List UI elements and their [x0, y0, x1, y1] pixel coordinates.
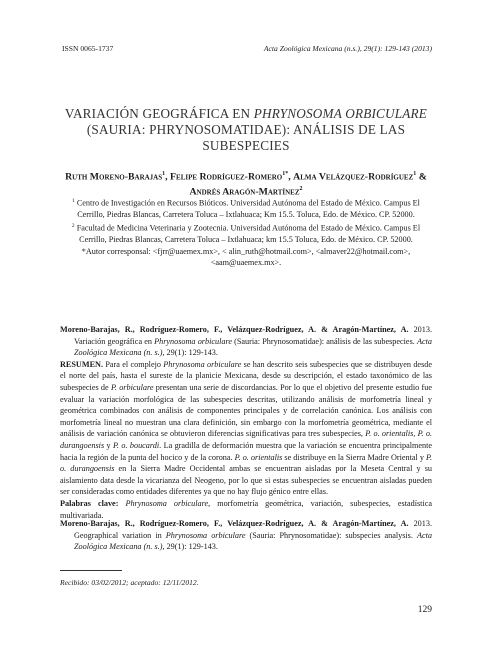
abstract — [60, 359, 432, 498]
abstract-text-3: presentan una serie de discordancias. Por lo que el objetivo del presente estudio fue evaluar la variación morfológica de las subespecies descritas, utilizando análisis de morfometría lineal y geométrica combinados con análisis de componentes principales y de correlación canónica. Los análisis con morfometría lineal no muestran una clara definición, sin embargo con la morfometría geométrica, mediante el análisis de variación canónica se obtuvieron diferencias significativas para tres subespecies, — [60, 382, 432, 439]
abstract-section — [60, 324, 432, 521]
affiliation-1-text: Centro de Investigación en Recursos Bióticos. Universidad Autónoma del Estado de México. Campus El Cerrillo, Piedras Blancas, Carretera Toluca – Ixtlahuaca; Km 15.5. Toluca, Edo. de México. CP. 52000. — [74, 198, 420, 220]
title-species: PHRYNOSOMA ORBICULARE — [253, 106, 428, 121]
citation-es-authors: Moreno-Barajas, R., Rodríguez-Romero, F., Velázquez-Rodríguez, A. & Aragón-Martínez, A. — [60, 325, 409, 334]
author-sep-1: , — [165, 171, 171, 183]
abstract-species-1: Phrynosoma orbiculare — [163, 359, 242, 369]
title-part-1: VARIACIÓN GEOGRÁFICA EN — [64, 106, 254, 121]
citation-en-journal: Acta Zoológica Mexicana (n. s.), — [74, 530, 432, 552]
abstract-text-2: se han descrito seis subespecies que se distribuyen desde el norte del país, hasta el sureste de la planicie Mexicana, desde su descripción, el estado taxonómico de las subespecies de — [60, 359, 432, 392]
citation-es-text-3: 29(1): 129-143. — [164, 348, 218, 358]
author-3-affil: 1 — [413, 171, 417, 177]
citation-es-text-2: (Sauria: Phrynosomatidae): análisis de las subespecies. — [231, 336, 417, 346]
keywords-text: , morfometría geométrica, variación, subespecies, estadística multivariada. — [60, 498, 432, 520]
abstract-text-1: Para el complejo — [103, 359, 164, 369]
citation-en-text-1: 2013. Geographical variation in — [74, 519, 432, 540]
author-3: Alma Velázquez-Rodríguez — [293, 171, 414, 183]
citation-es-journal: Acta Zoológica Mexicana (n. s.), — [74, 336, 432, 358]
citation-es-species: Phrynosoma orbiculare — [154, 336, 232, 346]
affiliation-2-number: 2 — [71, 222, 75, 229]
keywords-label: Palabras clave: — [60, 498, 119, 508]
abstract-text-4: y — [104, 440, 113, 450]
abstract-text-7: en la Sierra Madre Occidental ambas se encuentran aisladas por la Meseta Central y su aislamiento data desde la vicarianza del Neogeno, por lo que si estas subespecies se encuentran aisladas pueden ser consideradas como entidades diferentes ya que no hay flujo génico entre ellas. — [60, 464, 432, 497]
received-date: Recibido: 03/02/2012; aceptado: 12/11/2012. — [60, 578, 199, 587]
journal-reference: Acta Zoológica Mexicana (n.s.), 29(1): 129-143 (2013) — [263, 44, 432, 53]
footnote-divider — [60, 570, 122, 571]
author-1: Ruth Moreno-Barajas — [65, 171, 163, 183]
abstract-text-5: . La gradilla de deformación muestra que la variación se encuentra principalmente hacia la región de la punta del hocico y de la corona. — [60, 440, 432, 462]
citation-en-species: Phrynosoma orbiculare — [165, 530, 246, 540]
affiliation-1 — [60, 196, 432, 221]
citation-en-text-2: (Sauria: Phrynosomatidae): subspecies analysis. — [245, 530, 417, 540]
keywords-species: Phrynosoma orbiculare — [118, 498, 209, 508]
abstract-species-5: P. o. orientalis — [234, 452, 283, 462]
article-title — [60, 106, 432, 154]
author-sep-2: , — [288, 171, 294, 183]
affiliation-2 — [60, 221, 432, 246]
author-sep-3: & — [416, 171, 427, 183]
title-part-3: (SAURIA: PHRYNOSOMATIDAE): ANÁLISIS DE LAS SUBESPECIES — [86, 122, 406, 153]
author-4: Andrés Aragón-Martínez — [189, 186, 300, 198]
affiliations — [60, 196, 432, 269]
abstract-label: RESUMEN. — [60, 359, 103, 369]
abstract-species-4: P. o. boucardi — [112, 440, 160, 450]
abstract-species-3: P. o. orientalis, P. o. durangoensis — [60, 429, 432, 450]
correspondence: *Autor corresponsal: <fjrr@uaemex.mx>, < alin_ruth@hotmail.com>, <almaver22@hotmail.com>, <aam@uaemex.mx>. — [81, 246, 411, 268]
author-1-affil: 1 — [162, 171, 166, 177]
abstract-text-6: se distribuye en la Sierra Madre Oriental y — [282, 452, 426, 462]
author-list — [60, 168, 432, 199]
citation-es-text-1: 2013. Variación geográfica en — [74, 325, 432, 346]
abstract-species-6: P. o. durangoensis — [60, 452, 432, 474]
citation-english — [60, 518, 432, 553]
page-number: 129 — [417, 605, 432, 615]
author-2: Felipe Rodríguez-Romero — [170, 171, 283, 183]
english-citation-section — [60, 518, 432, 553]
citation-spanish — [60, 324, 432, 359]
affiliation-1-number: 1 — [72, 198, 75, 204]
issn: ISSN 0065-1737 — [62, 44, 114, 53]
citation-en-text-3: 29(1): 129-143. — [164, 542, 218, 552]
author-2-affil: 1* — [282, 171, 289, 177]
affiliation-2-text: Facultad de Medicina Veterinaria y Zootecnia. Universidad Autónoma del Estado de México. Campus El Cerrillo, Piedras Blancas, Carretera Toluca – Ixtlahuaca; km 15.5 Toluca, Edo. de México. CP. 52000. — [74, 223, 421, 245]
citation-en-authors: Moreno-Barajas, R., Rodríguez-Romero, F., Velázquez-Rodríguez, A. & Aragón-Martínez, A. — [60, 519, 409, 528]
abstract-species-2: P. orbiculare — [110, 382, 154, 392]
author-4-affil: 2 — [299, 186, 303, 193]
